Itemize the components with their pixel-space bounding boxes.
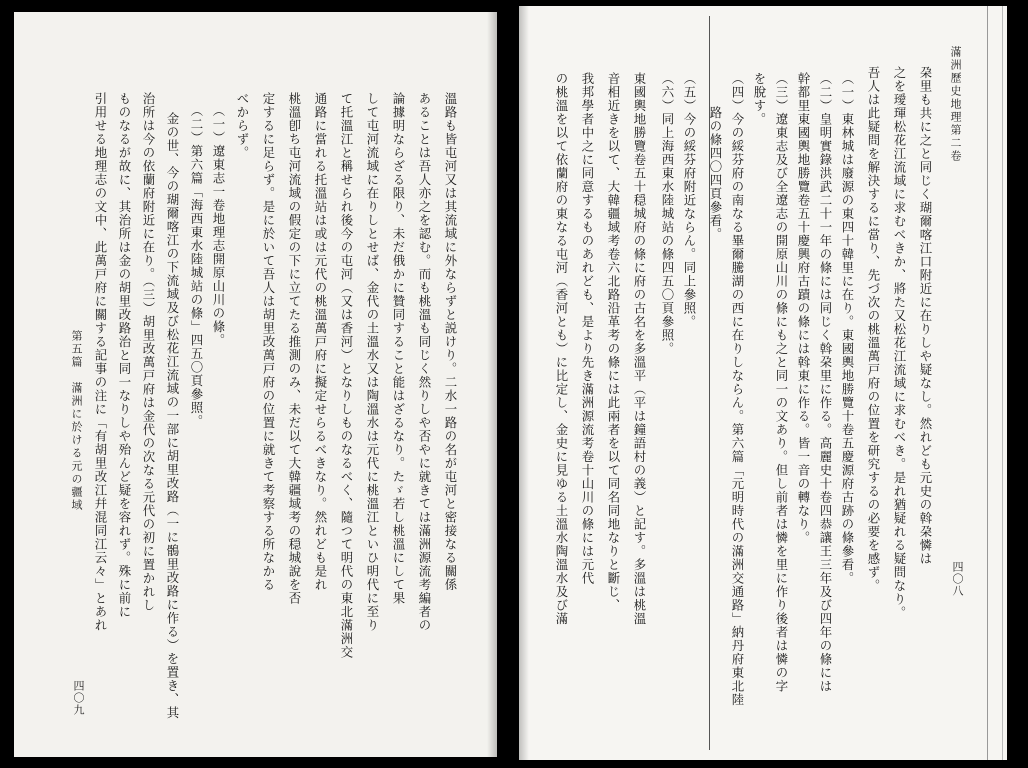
- right-text-column: 吾人は此疑問を解決するに當り、先づ次の桃溫萬戸府の位置を研究するの必要を感ず。: [866, 66, 881, 593]
- left-text-column: 溫路も皆屯河又は其流域に外ならずと説けり。二水一路の名が屯河と密接なる關係: [443, 92, 458, 592]
- left-text-column: 定するに足らず。是に於いて吾人は胡里改萬戸府の位置に就きて考察する所なかる: [261, 92, 276, 592]
- left-text-column: 金の世、今の瑚爾喀江の下流域及び松花江流域の一部に胡里改路（一に鶻里改路に作る）を置き、其: [165, 112, 180, 720]
- right-page: [519, 6, 1007, 760]
- right-text-column: （一）東林城は廢源の東四十韓里に在り。東國輿地勝覽十卷五慶源府古跡の條參看。: [840, 72, 855, 585]
- left-text-column: 論據明ならざる限り、未だ俄かに贊同すること能はざるなり。たゞ若し桃溫にして果: [391, 92, 406, 605]
- right-text-column: （二）皇明實錄洪武二十一年の條には同じく斡朶里に作る。高麗史十卷四恭讓王三年及び四年の條には: [818, 72, 833, 693]
- right-text-column: を脫す。: [752, 72, 767, 126]
- right-header-running-title: 滿洲歷史地理第二卷: [949, 46, 962, 163]
- right-text-column: 音相近きを以て、大韓疆域考卷六北路沿革考の條には此兩者を以て同名同地なりと斷じ、: [606, 72, 621, 612]
- left-text-column: （二）第六篇「海西東水陸城站の條」四五〇頁參照。: [189, 104, 204, 428]
- left-fold-shadow: [487, 12, 497, 757]
- left-text-column: （一）遼東志一卷地理志開原山川の條。: [211, 104, 226, 347]
- right-text-column: （五）今の綏芬府附近ならん。同上參照。: [682, 72, 697, 329]
- right-text-column: の桃溫を以て依蘭府の東なる屯河（香河とも）に比定し、金史に見ゆる土溫水陶溫水及び滿: [554, 72, 569, 626]
- right-fold-shadow: [519, 6, 529, 760]
- right-text-column: 之を璦琿松花江流域に求むべきか、將た又松花江流域に求むべき。是れ猶疑れる疑問なり。: [892, 66, 907, 620]
- left-text-column: して屯河流域に在りしとせば、金代の土溫水又は陶溫水は元代に桃溫江といひ明代に至り: [365, 92, 380, 632]
- right-text-column: 朶里も共に之と同じく瑚爾喀江口附近に在りしや疑なし。然れども元史の斡朶憐は: [918, 66, 933, 566]
- right-text-column: 東國輿地勝覽卷五十穏城府の條に府の古名を多溫平（平は鐘語村の義）と記す。多溫は桃溫: [632, 72, 647, 626]
- left-page-number: 四〇九: [72, 680, 85, 716]
- left-page: [14, 12, 497, 757]
- left-text-column: ものなるが故に、其治所は金の胡里改路治と同一なりしや殆んど疑を容れず。殊に前に: [117, 92, 132, 619]
- left-text-column: 治所は今の依蘭府附近に在り。（三）胡里改萬戸府は金代の次なる元代の初に置かれし: [141, 92, 156, 613]
- left-footer-running-title: 第五篇 滿洲に於ける元の疆域: [70, 330, 83, 512]
- right-text-column: （六）同上海西東水陸城站の條四五〇頁參照。: [660, 72, 675, 356]
- right-text-column: 幹都里東國輿地勝覽卷五十慶興府古蹟の條には斡東に作る。皆一音の轉なり。: [796, 72, 811, 545]
- right-text-column: （四）今の綏芬府の南なる畢爾騰湖の西に在りしならん。第六篇「元明時代の滿洲交通路」納丹府東北陸: [730, 72, 745, 707]
- right-text-column: 我邦學者中之に同意するものあれども、是より先き滿洲源流考卷十山川の條には元代: [580, 72, 595, 585]
- left-text-column: 桃溫卽ち屯河流域の假定の下に立てたる推測のみ、未だ以て大韓疆域考の穏城說を否: [287, 92, 302, 605]
- page-edge-lines: [987, 6, 1003, 760]
- left-text-column: べからず。: [235, 92, 250, 160]
- left-text-column: 通路に當れる托溫站は或は元代の桃溫萬戸府に擬定せらるべきなり。然れども是れ: [313, 92, 328, 592]
- left-text-column: あることは吾人亦之を認む。而も桃溫も同じく然りしや否やに就きては滿洲源流考編者の: [417, 92, 432, 632]
- left-text-column: て托溫江と稱せられ後今の屯河（又は香河）となりしものなるべく、隨つて明代の東北滿洲交: [339, 92, 354, 659]
- right-page-number: 四〇八: [951, 561, 964, 597]
- right-text-column: （三）遼東志及び全遼志の開原山川の條にも之と同一の文あり。但し前者は憐を里に作り後者は憐の字: [774, 72, 789, 693]
- left-text-column: 引用せる地理志の文中、此萬戸府に關する記事の注に「有胡里改江幷混同江云々」とあれ: [93, 92, 108, 632]
- right-text-column: 路の條四〇四頁參看。: [708, 106, 723, 241]
